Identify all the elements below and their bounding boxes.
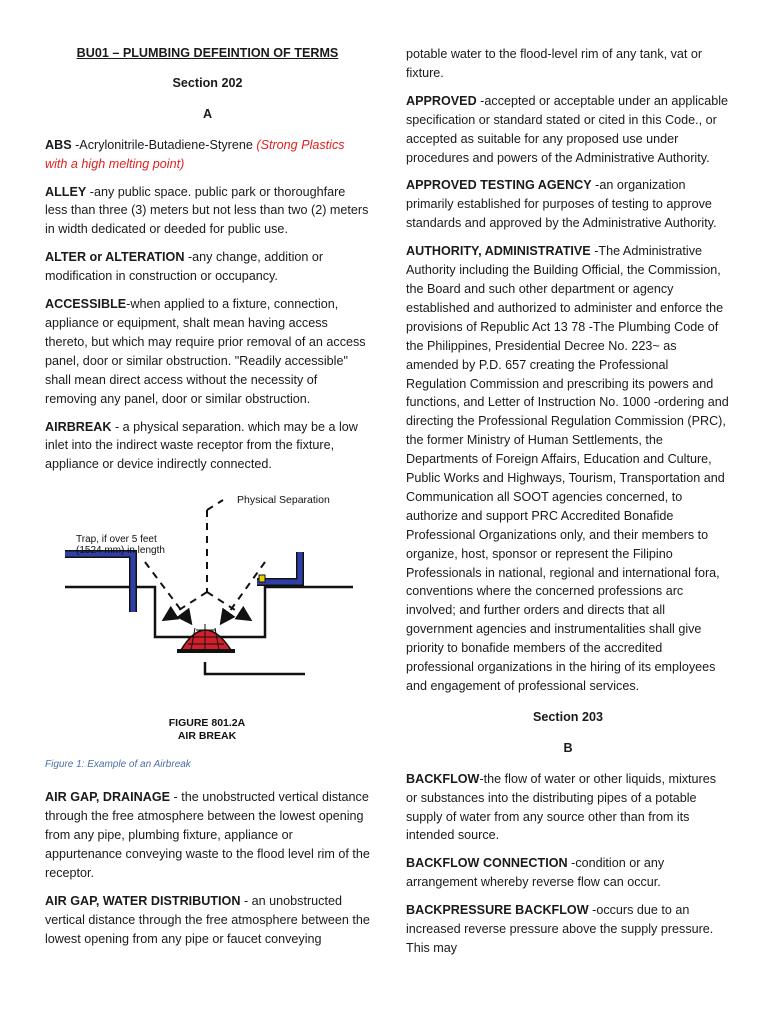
definition-air-gap-drainage: AIR GAP, DRAINAGE - the unobstructed vertical distance through the free atmosphere between the lowest opening from any pipe, plumbing fixture, appliance or appurtenance conveying waste to the flood level rim of the receptor. (45, 790, 370, 880)
figure-number: FIGURE 801.2A (168, 717, 246, 730)
trap-pipe-left (65, 554, 133, 612)
definition-backflow: BACKFLOW-the flow of water or other liquids, mixtures or substances into the distributing pipes of a potable supply of water from any source other than from its intended source. (406, 771, 717, 843)
definition-text: occurs due to an increased reverse pressure above the supply pressure. This may (406, 903, 714, 955)
definition-approved: APPROVED -accepted or acceptable under an applicable specification or standard stated or cited in this Code., or accepted as suitable for any proposed use under procedures and powers of the Administrative Authority. (406, 93, 729, 165)
term: ACCESSIBLE (45, 297, 127, 312)
definition-backpressure-backflow: BACKPRESSURE BACKFLOW -occurs due to an increased reverse pressure above the supply pressure. This may (406, 903, 714, 955)
definition-text: any change, addition or modification in construction or occupancy. (45, 250, 324, 284)
figure-name: AIR BREAK (177, 730, 237, 743)
definition-text: accepted or acceptable under an applicable specification or standard stated or cited in this Code., or accepted as suitable for any proposed use under procedures and powers of the Administrative Authority. (406, 93, 729, 165)
term: AIR GAP, DRAINAGE (45, 790, 171, 805)
definition-backflow-connection: BACKFLOW CONNECTION -condition or any arrangement whereby reverse flow can occur. (406, 856, 665, 890)
receptor-drain (177, 624, 235, 653)
term: AIR GAP, WATER DISTRIBUTION (45, 893, 241, 908)
airbreak-figure (45, 492, 370, 752)
definition-accessible: ACCESSIBLE-when applied to a fixture, connection, appliance or equipment, shalt mean having access thereto, but which may require prior removal of an access panel, door or similar obstruction. "Readily accessible" shall mean direct access without the necessity of removing any panel, door or similar obstruction. (45, 297, 366, 406)
definition-approved-testing-agency: APPROVED TESTING AGENCY -an organization primarily established for purposes of testing to approve standards and approved by the Administrative Authority. (406, 178, 717, 231)
trap-label-line2: (1524 mm) in length (76, 545, 165, 557)
definition-alteration: ALTER or ALTERATION -any change, addition or modification in construction or occupancy. (45, 250, 324, 284)
term: BACKFLOW (406, 771, 480, 786)
definition-text: any public space. public park or thoroughfare less than three (3) meters but not less than two (2) meters in width dedicated or deeded for public use. (45, 184, 369, 237)
term: APPROVED (406, 93, 477, 108)
term: BACKPRESSURE BACKFLOW (406, 903, 589, 918)
letter-heading-a: A (202, 106, 213, 121)
definition-abs: ABS -Acrylonitrile-Butadiene-Styrene (Strong Plastics with a high melting point) (45, 137, 345, 171)
definition-note: (Strong Plastics with a high melting point) (45, 137, 345, 171)
document-title: BU01 – PLUMBING DEFEINTION OF TERMS (76, 46, 339, 60)
definition-text: when applied to a fixture, connection, appliance or equipment, shalt mean having access thereto, but which may require prior removal of an access panel, door or similar obstruction. "Readily accessible" shall mean direct access without the necessity of removing any panel, door or similar obstruction. (45, 297, 366, 406)
definition-text: an organization primarily established for purposes of testing to approve standards and approved by the Administrative Authority. (406, 178, 717, 231)
figure-caption: Figure 1: Example of an Airbreak (45, 759, 191, 771)
term: BACKFLOW CONNECTION (406, 856, 568, 871)
term: AIRBREAK (45, 419, 112, 434)
left-column (45, 44, 370, 957)
term: ALTER or ALTERATION (45, 250, 185, 265)
physical-separation-label: Physical Separation (237, 494, 330, 507)
letter-heading-b: B (563, 740, 573, 755)
right-column (406, 45, 730, 967)
separation-arrows (145, 500, 265, 622)
section-heading-203: Section 203 (533, 709, 603, 724)
definition-text: the flow of water or other liquids, mixtures or substances into the distributing pipes of a potable supply of water from any source other than from its intended source. (406, 771, 717, 843)
definition-text: a physical separation. which may be a low inlet into the indirect waste receptor from the fixture, appliance or device indirectly connected. (45, 419, 358, 472)
definition-text: Acrylonitrile-Butadiene-Styrene (79, 137, 257, 152)
airbreak-diagram (45, 492, 370, 752)
definition-air-gap-water: AIR GAP, WATER DISTRIBUTION - an unobstructed vertical distance through the free atmosphere between the lowest opening from any pipe or faucet conveying (45, 893, 370, 946)
continuation-text: potable water to the flood-level rim of any tank, vat or fixture. (406, 47, 703, 80)
term: APPROVED TESTING AGENCY (406, 178, 592, 193)
definition-text: condition or any arrangement whereby reverse flow can occur. (406, 856, 665, 890)
trap-label-line1: Trap, if over 5 feet (76, 534, 157, 546)
term: ABS (45, 137, 72, 152)
trap-pipe-right (257, 552, 300, 582)
definition-authority-administrative: AUTHORITY, ADMINISTRATIVE -The Administrative Authority including the Building Official, the Commission, the Board and such other department or agency established and authorized to administer and enforce the provisions of Republic Act 13 78 -The Plumbing Code of the Philippines, Presidential Decree No. 223~ as amended by P.D. 657 creating the Professional Regulation Commission and prescribing its powers and functions, and Letter of Instruction No. 1000 -ordering and directing the Professional Regulation Commission (PRC), the former Ministry of Human Settlements, the Departments of Foreign Affairs, Education and Culture, Public Works and Highways, Tourism, Transportation and Communication all SOOT agencies concerned, to authorize and support PRC Accredited Bonafide Professional Organizations only, and their members to organize, host, sponsor or represent the Filipino Professionals in national, regional and international fora, conventions where the concerned professions arc involved; and further orders and directs that all government agencies and instrumentalities shall give priority to bonafide members of the accredited professional organizations in the hiring of its employees and engagement of professional services. (406, 244, 729, 693)
definition-text: an unobstructed vertical distance through the free atmosphere between the lowest opening from any pipe or faucet conveying (45, 893, 370, 946)
definition-text: the unobstructed vertical distance through the free atmosphere between the lowest opening from any pipe, plumbing fixture, appliance or appurtenance conveying waste to the flood level rim of the receptor. (45, 790, 370, 880)
section-heading-202: Section 202 (172, 75, 243, 90)
definition-airbreak: AIRBREAK - a physical separation. which may be a low inlet into the indirect waste receptor from the fixture, appliance or device indirectly connected. (45, 419, 358, 472)
definition-text: The Administrative Authority including the Building Official, the Commission, the Board and such other department or agency established and authorized to administer and enforce the provisions of Republic Act 13 78 -The Plumbing Code of the Philippines, Presidential Decree No. 223~ as amended by P.D. 657 creating the Professional Regulation Commission and prescribing its powers and functions, and Letter of Instruction No. 1000 -ordering and directing the Professional Regulation Commission (PRC), the former Ministry of Human Settlements, the Departments of Foreign Affairs, Education and Culture, Public Works and Highways, Tourism, Transportation and Communication all SOOT agencies concerned, to authorize and support PRC Accredited Bonafide Professional Organizations only, and their members to organize, host, sponsor or represent the Filipino Professionals in national, regional and international fora, conventions where the concerned professions arc involved; and further orders and directs that all government agencies and instrumentalities shall give priority to bonafide members of the accredited professional organizations in the hiring of its employees and engagement of professional services. (406, 244, 729, 693)
term: ALLEY (45, 184, 87, 199)
term: AUTHORITY, ADMINISTRATIVE (406, 244, 591, 259)
definition-alley: ALLEY -any public space. public park or thoroughfare less than three (3) meters but not less than two (2) meters in width dedicated or deeded for public use. (45, 184, 369, 237)
